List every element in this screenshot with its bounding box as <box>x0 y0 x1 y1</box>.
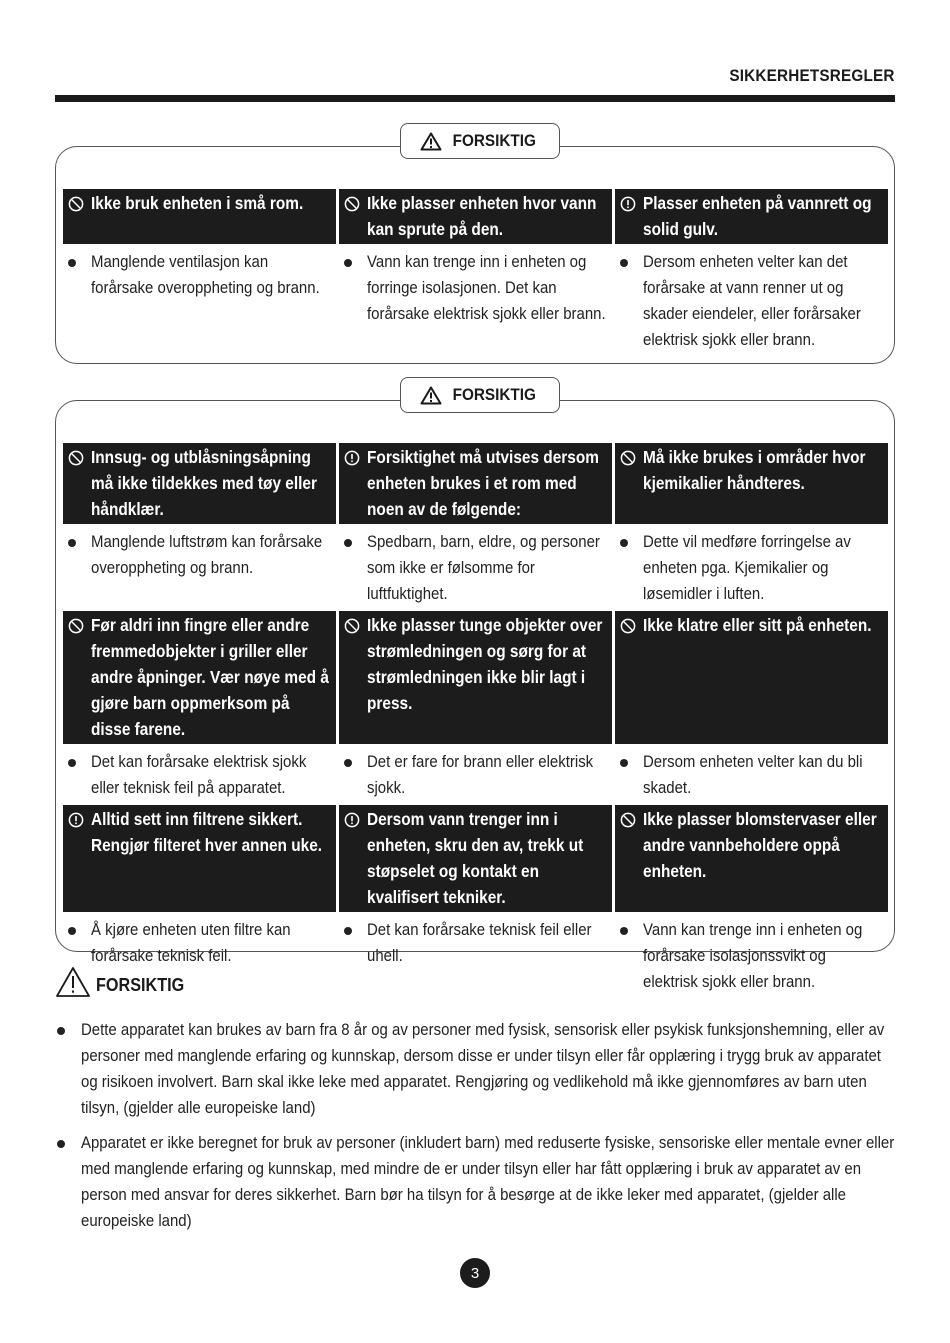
caution-body-text: Dersom enheten velter kan du bli skadet. <box>643 752 863 797</box>
caution-item-text <box>339 244 612 357</box>
caution-item-text <box>339 524 612 611</box>
caution-heading-text: Ikke klatre eller sitt på enheten. <box>643 615 872 635</box>
caution-item-text <box>339 912 612 999</box>
bullet-icon <box>344 259 352 267</box>
bullet-icon <box>68 759 76 767</box>
caution-tab-2 <box>400 377 560 413</box>
caution-body-text: Vann kan trenge inn i enheten og forårsake isolasjonssvikt og elektrisk sjokk eller brann. <box>643 920 863 991</box>
prohibited-icon <box>68 450 84 466</box>
caution-body-text: Det er fare for brann eller elektrisk sjokk. <box>367 752 594 797</box>
caution-icon <box>344 450 360 466</box>
prohibited-icon <box>620 618 636 634</box>
caution-icon <box>620 196 636 212</box>
caution-item-text <box>339 744 612 805</box>
caution-item-text <box>615 744 888 805</box>
caution-item-text <box>63 244 336 357</box>
caution-body-text: Vann kan trenge inn i enheten og forringe isolasjonen. Det kan forårsake elektrisk sjokk eller brann. <box>367 252 606 323</box>
warning-triangle-icon <box>55 966 91 998</box>
caution-heading-text: Forsiktighet må utvises dersom enheten brukes i et rom med noen av de følgende: <box>367 447 599 519</box>
caution-heading-text: Plasser enheten på vannrett og solid gulv. <box>643 193 872 239</box>
caution-note <box>55 1130 900 1234</box>
caution-item-heading <box>63 611 336 744</box>
caution-item-heading <box>339 611 612 744</box>
note-text: Apparatet er ikke beregnet for bruk av personer (inkludert barn) med reduserte fysiske, sensoriske eller mentale evner eller med manglende erfaring og kunnskap, med mindre de er under tilsyn eller har fått opplæring i bruk av apparatet av en person med ansvar for deres sikkerhet. Barn bør ha tilsyn for å besørge at de ikke leker med apparatet, (gjelder alle europeiske land) <box>81 1133 895 1230</box>
caution-label: FORSIKTIG <box>452 131 536 150</box>
caution-item-text <box>615 912 888 999</box>
caution-item-heading <box>615 189 888 244</box>
caution-item-text <box>615 524 888 611</box>
caution-heading-text: Ikke plasser blomstervaser eller andre vannbeholdere oppå enheten. <box>643 809 877 881</box>
header-rule <box>55 95 895 102</box>
caution-label: FORSIKTIG <box>96 975 185 995</box>
prohibited-icon <box>344 196 360 212</box>
warning-triangle-icon <box>420 132 442 151</box>
caution-item-text <box>63 524 336 611</box>
caution-body-text: Manglende ventilasjon kan forårsake overoppheting og brann. <box>91 252 320 297</box>
caution-section-heading <box>55 966 194 998</box>
caution-item-heading <box>615 443 888 524</box>
bullet-icon <box>620 927 628 935</box>
prohibited-icon <box>68 196 84 212</box>
prohibited-icon <box>620 812 636 828</box>
caution-item-heading <box>63 443 336 524</box>
prohibited-icon <box>620 450 636 466</box>
caution-body-text: Det kan forårsake teknisk feil eller uhell. <box>367 920 592 965</box>
bullet-icon <box>57 1140 65 1148</box>
warning-triangle-icon <box>420 386 442 405</box>
caution-heading-text: Ikke plasser enheten hvor vann kan sprute på den. <box>367 193 597 239</box>
bullet-icon <box>68 927 76 935</box>
bullet-icon <box>68 259 76 267</box>
bullet-icon <box>344 539 352 547</box>
caution-heading-text: Innsug- og utblåsningsåpning må ikke tildekkes med tøy eller håndklær. <box>91 447 317 519</box>
caution-item-heading <box>615 611 888 744</box>
caution-body-text: Det kan forårsake elektrisk sjokk eller teknisk feil på apparatet. <box>91 752 307 797</box>
caution-heading-text: Må ikke brukes i områder hvor kjemikalier håndteres. <box>643 447 866 493</box>
caution-body-text: Dersom enheten velter kan det forårsake at vann renner ut og skader eiendeler, eller forårsaker elektrisk sjokk eller brann. <box>643 252 861 349</box>
caution-label: FORSIKTIG <box>452 385 536 404</box>
caution-tab-1 <box>400 123 560 159</box>
caution-grid-1 <box>63 189 888 357</box>
caution-item-text <box>615 244 888 357</box>
page-header-title: SIKKERHETSREGLER <box>729 66 895 85</box>
caution-heading-text: Dersom vann trenger inn i enheten, skru den av, trekk ut støpselet og kontakt en kvalifisert tekniker. <box>367 809 584 907</box>
bullet-icon <box>620 539 628 547</box>
caution-body-text: Dette vil medføre forringelse av enheten pga. Kjemikalier og løsemidler i luften. <box>643 532 851 603</box>
bullet-icon <box>68 539 76 547</box>
caution-heading-text: Ikke plasser tunge objekter over strømledningen og sørg for at strømledningen ikke blir lagt i press. <box>367 615 603 713</box>
caution-body-text: Spedbarn, barn, eldre, og personer som ikke er følsomme for luftfuktighet. <box>367 532 600 603</box>
bullet-icon <box>620 259 628 267</box>
caution-item-heading <box>615 805 888 912</box>
caution-heading-text: Ikke bruk enheten i små rom. <box>91 193 304 213</box>
caution-item-heading <box>339 443 612 524</box>
prohibited-icon <box>344 618 360 634</box>
caution-grid-2 <box>63 443 888 999</box>
caution-body-text: Manglende luftstrøm kan forårsake overoppheting og brann. <box>91 532 323 577</box>
page-number: 3 <box>460 1258 490 1288</box>
caution-body-text: Å kjøre enheten uten filtre kan forårsake teknisk feil. <box>91 920 291 965</box>
caution-heading-text: Alltid sett inn filtrene sikkert. Rengjør filteret hver annen uke. <box>91 809 323 855</box>
bullet-icon <box>57 1027 65 1035</box>
caution-icon <box>344 812 360 828</box>
caution-item-heading <box>339 805 612 912</box>
bullet-icon <box>620 759 628 767</box>
note-text: Dette apparatet kan brukes av barn fra 8 år og av personer med fysisk, sensorisk eller psykisk funksjonshemning, eller av personer med manglende erfaring og kunnskap, dersom disse er under tilsyn eller får opplæring i trygg bruk av apparatet og risikoen involvert. Barn skal ikke leke med apparatet. Rengjøring og vedlikehold må ikke gjennomføres av barn uten tilsyn, (gjelder alle europeiske land) <box>81 1020 885 1117</box>
caution-item-heading <box>63 805 336 912</box>
caution-item-heading <box>339 189 612 244</box>
bullet-icon <box>344 759 352 767</box>
bullet-icon <box>344 927 352 935</box>
prohibited-icon <box>68 618 84 634</box>
caution-note <box>55 1017 900 1121</box>
caution-heading-text: Før aldri inn fingre eller andre fremmedobjekter i griller eller andre åpninger. Vær nøye med å gjøre barn oppmerksom på disse farene. <box>91 615 329 739</box>
caution-item-heading <box>63 189 336 244</box>
caution-icon <box>68 812 84 828</box>
caution-item-text <box>63 744 336 805</box>
